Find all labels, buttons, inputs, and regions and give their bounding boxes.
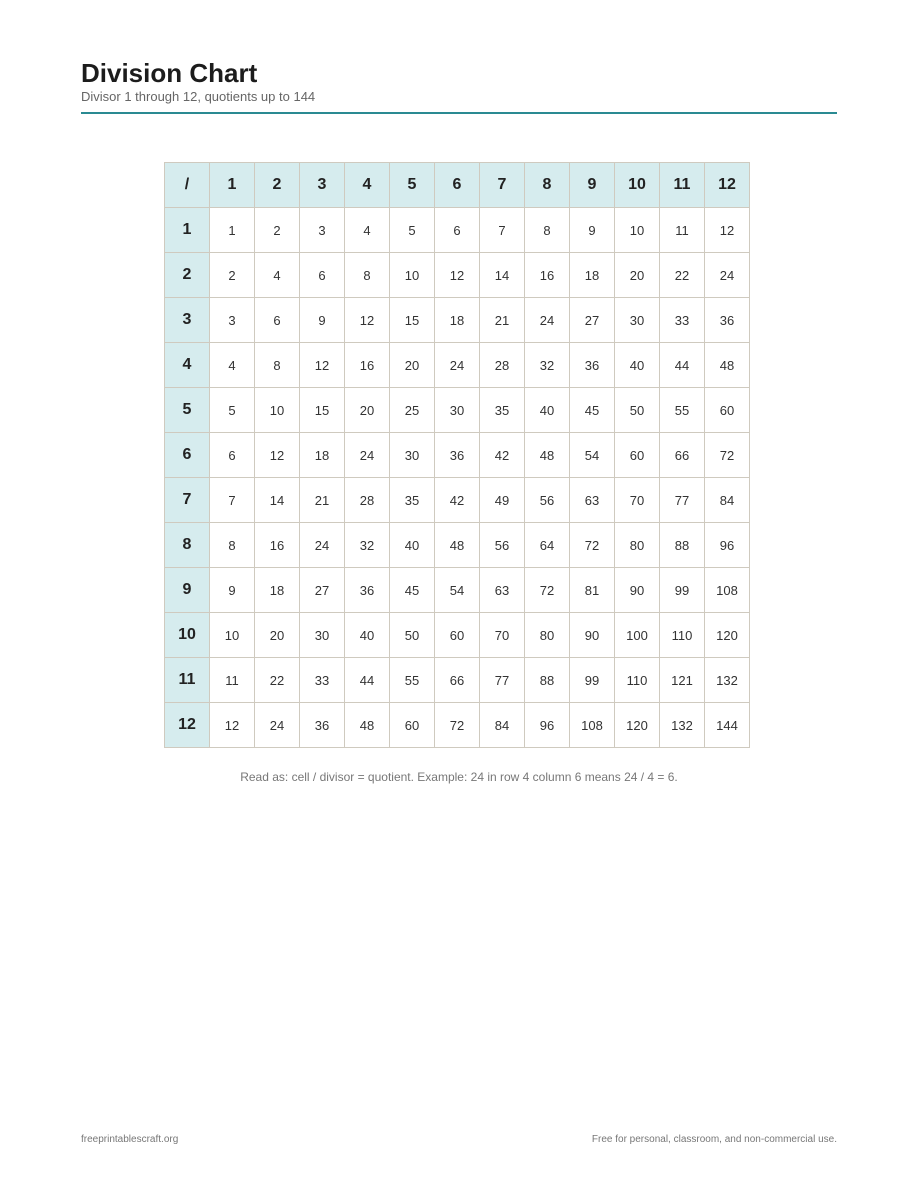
- column-header: 7: [480, 163, 525, 208]
- table-cell: 24: [345, 433, 390, 478]
- table-cell: 20: [615, 253, 660, 298]
- table-cell: 28: [345, 478, 390, 523]
- table-cell: 24: [705, 253, 750, 298]
- table-cell: 27: [570, 298, 615, 343]
- table-cell: 64: [525, 523, 570, 568]
- table-cell: 9: [300, 298, 345, 343]
- table-cell: 40: [390, 523, 435, 568]
- table-cell: 7: [480, 208, 525, 253]
- table-cell: 33: [300, 658, 345, 703]
- table-cell: 42: [480, 433, 525, 478]
- table-cell: 70: [615, 478, 660, 523]
- table-cell: 22: [255, 658, 300, 703]
- header-row: [165, 163, 750, 208]
- table-cell: 30: [435, 388, 480, 433]
- table-cell: 30: [615, 298, 660, 343]
- table-row: [165, 388, 750, 433]
- table-cell: 77: [480, 658, 525, 703]
- table-cell: 18: [300, 433, 345, 478]
- table-cell: 6: [300, 253, 345, 298]
- table-row: [165, 208, 750, 253]
- table-cell: 88: [660, 523, 705, 568]
- table-cell: 63: [480, 568, 525, 613]
- column-header: 10: [615, 163, 660, 208]
- table-cell: 45: [390, 568, 435, 613]
- table-cell: 15: [300, 388, 345, 433]
- table-cell: 18: [435, 298, 480, 343]
- table-cell: 11: [660, 208, 705, 253]
- table-cell: 132: [705, 658, 750, 703]
- table-cell: 40: [345, 613, 390, 658]
- table-cell: 54: [435, 568, 480, 613]
- table-cell: 77: [660, 478, 705, 523]
- table-cell: 22: [660, 253, 705, 298]
- footer-usage-note: Free for personal, classroom, and non-commercial use.: [591, 1134, 837, 1145]
- page-title: Division Chart: [81, 58, 258, 88]
- table-row: [165, 523, 750, 568]
- table-cell: 100: [615, 613, 660, 658]
- table-cell: 24: [300, 523, 345, 568]
- table-cell: 96: [525, 703, 570, 748]
- row-header: 10: [165, 613, 210, 658]
- table-cell: 12: [300, 343, 345, 388]
- table-cell: 36: [300, 703, 345, 748]
- table-cell: 44: [345, 658, 390, 703]
- table-cell: 88: [525, 658, 570, 703]
- table-cell: 72: [525, 568, 570, 613]
- table-cell: 108: [570, 703, 615, 748]
- table-cell: 48: [435, 523, 480, 568]
- column-header: 8: [525, 163, 570, 208]
- table-cell: 35: [390, 478, 435, 523]
- table-cell: 48: [525, 433, 570, 478]
- page-subtitle: Divisor 1 through 12, quotients up to 144: [81, 89, 316, 104]
- table-row: [165, 478, 750, 523]
- table-cell: 4: [255, 253, 300, 298]
- table-cell: 24: [435, 343, 480, 388]
- table-cell: 60: [615, 433, 660, 478]
- division-table: [164, 162, 750, 748]
- table-cell: 28: [480, 343, 525, 388]
- table-cell: 121: [660, 658, 705, 703]
- table-cell: 9: [570, 208, 615, 253]
- table-cell: 32: [345, 523, 390, 568]
- table-cell: 5: [390, 208, 435, 253]
- table-cell: 5: [210, 388, 255, 433]
- row-header: 11: [165, 658, 210, 703]
- table-cell: 30: [300, 613, 345, 658]
- table-cell: 36: [705, 298, 750, 343]
- column-header: 9: [570, 163, 615, 208]
- table-cell: 10: [210, 613, 255, 658]
- column-header: 1: [210, 163, 255, 208]
- table-cell: 60: [435, 613, 480, 658]
- reading-note: Read as: cell / divisor = quotient. Example: 24 in row 4 column 6 means 24 / 4 = 6.: [240, 770, 678, 784]
- table-cell: 3: [300, 208, 345, 253]
- table-cell: 48: [705, 343, 750, 388]
- table-cell: 30: [390, 433, 435, 478]
- table-cell: 56: [525, 478, 570, 523]
- table-cell: 14: [255, 478, 300, 523]
- table-cell: 70: [480, 613, 525, 658]
- table-row: [165, 703, 750, 748]
- table-cell: 1: [210, 208, 255, 253]
- table-row: [165, 298, 750, 343]
- table-cell: 44: [660, 343, 705, 388]
- header-rule: [81, 112, 837, 114]
- table-cell: 54: [570, 433, 615, 478]
- column-header: 4: [345, 163, 390, 208]
- row-header: 1: [165, 208, 210, 253]
- table-cell: 80: [525, 613, 570, 658]
- column-header: 6: [435, 163, 480, 208]
- table-cell: 25: [390, 388, 435, 433]
- table-cell: 20: [255, 613, 300, 658]
- table-cell: 10: [255, 388, 300, 433]
- table-cell: 40: [525, 388, 570, 433]
- table-row: [165, 658, 750, 703]
- table-cell: 24: [525, 298, 570, 343]
- table-row: [165, 253, 750, 298]
- table-cell: 14: [480, 253, 525, 298]
- table-cell: 9: [210, 568, 255, 613]
- table-cell: 60: [705, 388, 750, 433]
- table-cell: 72: [435, 703, 480, 748]
- table-cell: 110: [615, 658, 660, 703]
- table-cell: 6: [255, 298, 300, 343]
- table-cell: 144: [705, 703, 750, 748]
- table-cell: 2: [255, 208, 300, 253]
- table-cell: 66: [435, 658, 480, 703]
- row-header: 8: [165, 523, 210, 568]
- table-cell: 108: [705, 568, 750, 613]
- table-cell: 36: [435, 433, 480, 478]
- table-cell: 12: [345, 298, 390, 343]
- table-cell: 7: [210, 478, 255, 523]
- table-row: [165, 433, 750, 478]
- table-cell: 32: [525, 343, 570, 388]
- table-cell: 12: [435, 253, 480, 298]
- table-cell: 120: [615, 703, 660, 748]
- table-cell: 18: [255, 568, 300, 613]
- corner-cell: /: [165, 163, 210, 208]
- table-cell: 90: [615, 568, 660, 613]
- table-cell: 21: [300, 478, 345, 523]
- table-cell: 45: [570, 388, 615, 433]
- table-cell: 8: [255, 343, 300, 388]
- table-cell: 35: [480, 388, 525, 433]
- table-cell: 20: [345, 388, 390, 433]
- column-header: 2: [255, 163, 300, 208]
- table-row: [165, 613, 750, 658]
- table-cell: 80: [615, 523, 660, 568]
- table-cell: 8: [525, 208, 570, 253]
- table-cell: 18: [570, 253, 615, 298]
- table-cell: 16: [255, 523, 300, 568]
- table-cell: 6: [435, 208, 480, 253]
- table-cell: 11: [210, 658, 255, 703]
- row-header: 2: [165, 253, 210, 298]
- table-cell: 36: [345, 568, 390, 613]
- table-cell: 10: [390, 253, 435, 298]
- table-cell: 110: [660, 613, 705, 658]
- table-cell: 60: [390, 703, 435, 748]
- row-header: 4: [165, 343, 210, 388]
- table-cell: 72: [705, 433, 750, 478]
- footer-site: freeprintablescraft.org: [81, 1134, 179, 1145]
- table-cell: 10: [615, 208, 660, 253]
- table-cell: 15: [390, 298, 435, 343]
- table-cell: 8: [210, 523, 255, 568]
- table-row: [165, 568, 750, 613]
- row-header: 6: [165, 433, 210, 478]
- table-cell: 20: [390, 343, 435, 388]
- table-cell: 8: [345, 253, 390, 298]
- table-cell: 2: [210, 253, 255, 298]
- table-cell: 84: [480, 703, 525, 748]
- table-cell: 21: [480, 298, 525, 343]
- table-cell: 4: [345, 208, 390, 253]
- table-cell: 96: [705, 523, 750, 568]
- table-body: [165, 208, 750, 748]
- table-cell: 81: [570, 568, 615, 613]
- column-header: 5: [390, 163, 435, 208]
- table-cell: 6: [210, 433, 255, 478]
- row-header: 7: [165, 478, 210, 523]
- table-cell: 4: [210, 343, 255, 388]
- table-cell: 120: [705, 613, 750, 658]
- table-cell: 12: [705, 208, 750, 253]
- column-header: 3: [300, 163, 345, 208]
- table-cell: 66: [660, 433, 705, 478]
- row-header: 3: [165, 298, 210, 343]
- table-cell: 16: [345, 343, 390, 388]
- table-cell: 72: [570, 523, 615, 568]
- table-cell: 24: [255, 703, 300, 748]
- table-cell: 132: [660, 703, 705, 748]
- column-header: 11: [660, 163, 705, 208]
- table-row: [165, 343, 750, 388]
- table-cell: 55: [390, 658, 435, 703]
- table-cell: 50: [615, 388, 660, 433]
- table-cell: 84: [705, 478, 750, 523]
- table-cell: 99: [570, 658, 615, 703]
- table-cell: 16: [525, 253, 570, 298]
- table-cell: 56: [480, 523, 525, 568]
- table-cell: 99: [660, 568, 705, 613]
- table-cell: 36: [570, 343, 615, 388]
- table-cell: 90: [570, 613, 615, 658]
- table-cell: 42: [435, 478, 480, 523]
- table-cell: 3: [210, 298, 255, 343]
- table-cell: 40: [615, 343, 660, 388]
- table-cell: 33: [660, 298, 705, 343]
- page-header: [81, 58, 837, 105]
- row-header: 9: [165, 568, 210, 613]
- table-cell: 55: [660, 388, 705, 433]
- table-cell: 12: [255, 433, 300, 478]
- table-cell: 50: [390, 613, 435, 658]
- table-cell: 12: [210, 703, 255, 748]
- table-cell: 48: [345, 703, 390, 748]
- row-header: 5: [165, 388, 210, 433]
- table-cell: 63: [570, 478, 615, 523]
- row-header: 12: [165, 703, 210, 748]
- column-header: 12: [705, 163, 750, 208]
- table-cell: 49: [480, 478, 525, 523]
- table-cell: 27: [300, 568, 345, 613]
